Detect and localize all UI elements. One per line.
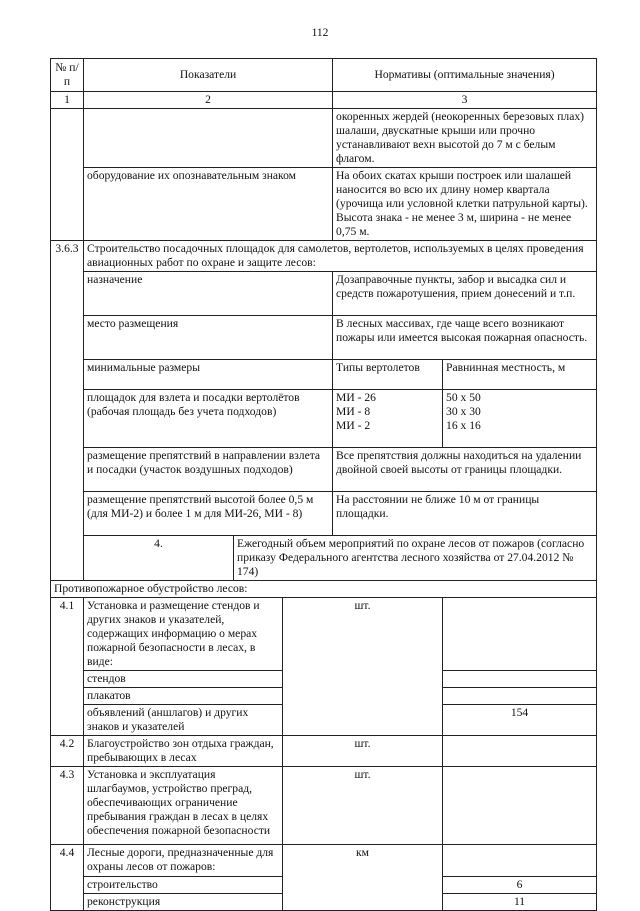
helicopter-type: МИ - 26 xyxy=(336,391,376,404)
row-label: минимальные размеры xyxy=(84,360,333,390)
section-title: Строительство посадочных площадок для самолетов, вертолетов, используемых в целях проведения авиационных работ по охране и защите лесов: xyxy=(84,241,597,272)
header-norms: Нормативы (оптимальные значения) xyxy=(333,59,597,92)
section-title: Установка и эксплуатация шлагбаумов, устройство преград, обеспечивающих ограничение пребывания граждан в лесах в целях обеспечения пожарной безопасности xyxy=(84,767,283,845)
sub-item: строительство xyxy=(84,877,283,894)
cell-empty xyxy=(84,109,333,168)
pad-sizes xyxy=(443,390,597,448)
value-cell xyxy=(443,845,597,877)
section-title: Лесные дороги, предназначенные для охраны лесов от пожаров: xyxy=(84,845,283,877)
value-cell xyxy=(443,671,597,688)
sub-item: плакатов xyxy=(84,688,283,705)
sub-item: объявлений (аншлагов) и других знаков и указателей xyxy=(84,705,283,736)
value-cell xyxy=(443,767,597,845)
header-col-1: 1 xyxy=(51,92,84,109)
value-cell xyxy=(443,736,597,767)
row-value: На расстоянии не ближе 10 м от границы площадки. xyxy=(333,492,597,536)
row-label: назначение xyxy=(84,272,333,316)
fire-section-title: Противопожарное обустройство лесов: xyxy=(51,581,597,598)
unit: шт. xyxy=(283,767,443,845)
section-number: 4.4 xyxy=(51,845,84,911)
norms-table xyxy=(50,58,597,911)
row-label: размещение препятствий высотой более 0,5 м (для МИ-2) и более 1 м для МИ-26, МИ - 8) xyxy=(84,492,333,536)
helicopter-type: МИ - 2 xyxy=(336,419,371,432)
row-label: оборудование их опознавательным знаком xyxy=(84,168,333,241)
helicopter-type: МИ - 8 xyxy=(336,405,371,418)
header-col-2: 2 xyxy=(84,92,333,109)
unit: шт. xyxy=(283,736,443,767)
section-title: Установка и размещение стендов и других знаков и указателей, содержащих информацию о мерах пожарной безопасности в лесах, в виде: xyxy=(84,598,283,671)
header-num: № п/п xyxy=(51,59,84,92)
section-number: 4.2 xyxy=(51,736,84,767)
header-indicators: Показатели xyxy=(84,59,333,92)
plain-terrain-header: Равнинная местность, м xyxy=(443,360,597,390)
value-cell xyxy=(443,598,597,671)
row-label: место размещения xyxy=(84,316,333,360)
header-col-3: 3 xyxy=(333,92,597,109)
cell-empty xyxy=(51,109,84,241)
unit: шт. xyxy=(283,598,443,736)
section-number: 4.1 xyxy=(51,598,84,736)
section-title: Ежегодный объем мероприятий по охране лесов от пожаров (согласно приказу Федерального агентства лесного хозяйства от 27.04.2012 № 174) xyxy=(234,536,597,581)
pad-size: 50 х 50 xyxy=(446,391,481,404)
section-number: 4.3 xyxy=(51,767,84,845)
row-value: Дозаправочные пункты, забор и высадка сил и средств пожаротушения, прием донесений и т.п. xyxy=(333,272,597,316)
value-cell xyxy=(443,688,597,705)
row-label: площадок для взлета и посадки вертолётов (рабочая площадь без учета подходов) xyxy=(84,390,333,448)
section-title: Благоустройство зон отдыха граждан, пребывающих в лесах xyxy=(84,736,283,767)
value-cell: 154 xyxy=(443,705,597,736)
row-label: размещение препятствий в направлении взлета и посадки (участок воздушных подходов) xyxy=(84,448,333,492)
sub-item: стендов xyxy=(84,671,283,688)
section-number: 3.6.3 xyxy=(51,241,84,581)
value-cell: 11 xyxy=(443,894,597,911)
row-value: окоренных жердей (неокоренных березовых плах) шалаши, двускатные крыши или прочно устанавливают вехн высотой до 7 м с белым флагом. xyxy=(333,109,597,168)
row-value: На обоих скатах крыши построек или шалашей наносится во всю их длину номер квартала (урочища или условной клетки патрульной карты). Высота знака - не менее 3 м, ширина - не менее 0,75 м. xyxy=(333,168,597,241)
row-value: В лесных массивах, где чаще всего возникают пожары или имеется высокая пожарная опасность. xyxy=(333,316,597,360)
sub-item: реконструкция xyxy=(84,894,283,911)
pad-size: 16 х 16 xyxy=(446,419,481,432)
pad-size: 30 х 30 xyxy=(446,405,481,418)
section-number: 4. xyxy=(84,536,234,581)
unit: км xyxy=(283,845,443,911)
helicopter-types xyxy=(333,390,443,448)
row-value: Все препятствия должны находиться на удалении двойной своей высоты от границы площадки. xyxy=(333,448,597,492)
helicopter-types-header: Типы вертолетов xyxy=(333,360,443,390)
value-cell: 6 xyxy=(443,877,597,894)
page-number: 112 xyxy=(311,27,329,39)
